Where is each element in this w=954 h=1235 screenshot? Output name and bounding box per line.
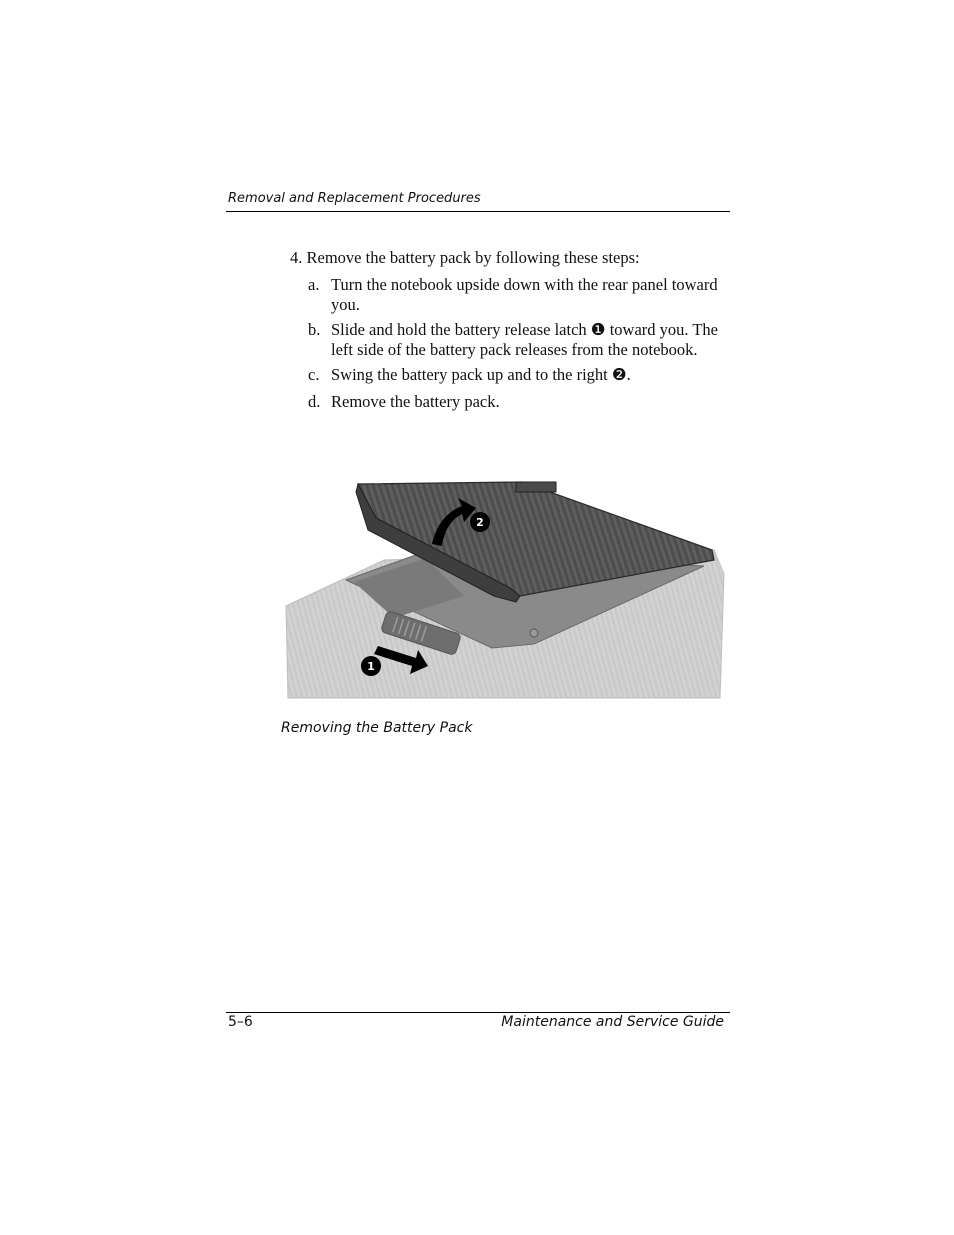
substep-text: Remove the battery pack.: [331, 392, 500, 411]
substep-text: Slide and hold the battery release latch ❶ toward you. The left side of the battery pack releases from the notebook.: [331, 320, 718, 359]
substep-c: [308, 365, 733, 385]
substep-letter: a.: [308, 275, 320, 294]
substep-letter: d.: [308, 392, 321, 411]
callout-1: [361, 656, 381, 676]
svg-text:1: 1: [367, 660, 375, 673]
page-number: 5–6: [228, 1014, 253, 1030]
header-rule: [226, 211, 730, 212]
substep-d: [308, 392, 733, 412]
callout-2: [470, 512, 490, 532]
substep-b: [308, 320, 733, 360]
screw: [530, 629, 538, 637]
battery-removal-illustration: [284, 478, 726, 704]
step-4-heading: 4. Remove the battery pack by following these steps:: [290, 248, 640, 267]
figure-caption: Removing the Battery Pack: [281, 720, 473, 736]
substep-text: Turn the notebook upside down with the rear panel toward you.: [331, 275, 718, 314]
substep-text: Swing the battery pack up and to the right ❷.: [331, 365, 631, 384]
substep-letter: c.: [308, 365, 320, 384]
battery-illustration-svg: [284, 478, 726, 704]
substep-letter: b.: [308, 320, 321, 339]
guide-title: Maintenance and Service Guide: [501, 1014, 724, 1030]
footer-rule: [226, 1012, 730, 1013]
running-header: Removal and Replacement Procedures: [228, 191, 481, 206]
svg-text:2: 2: [476, 516, 484, 529]
substep-a: [308, 275, 733, 315]
